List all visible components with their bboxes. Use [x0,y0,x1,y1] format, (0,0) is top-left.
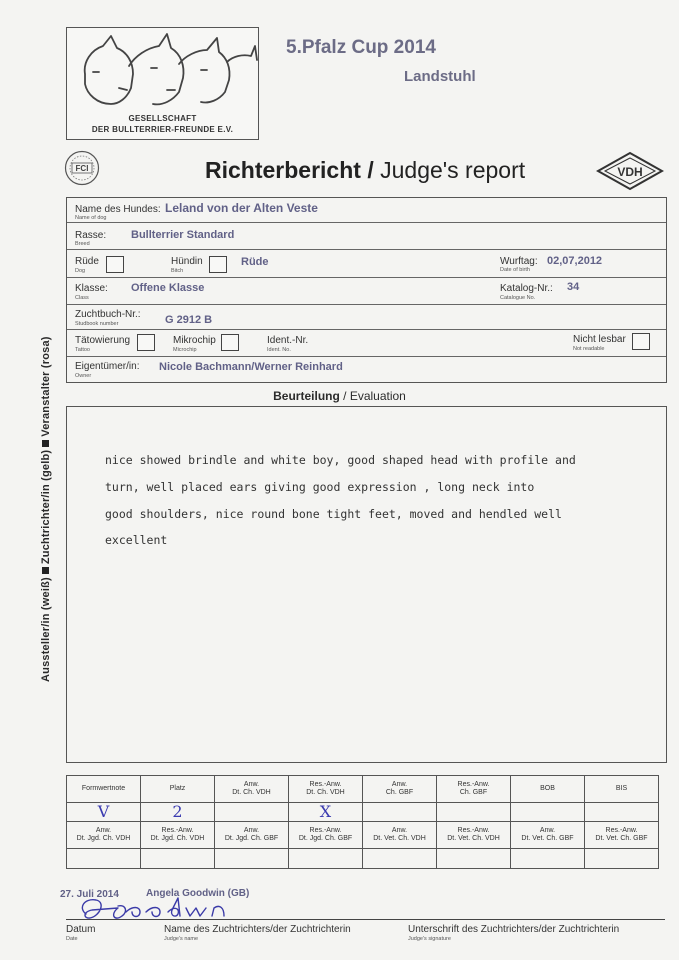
grading-header: Res.-Anw. Dt. Vet. Ch. VDH [437,822,511,849]
grading-header: Anw. Dt. Jgd. Ch. GBF [215,822,289,849]
date-value[interactable]: 27. Juli 2014 [60,889,119,900]
grading-header: Res.-Anw. Dt. Vet. Ch. GBF [585,822,659,849]
grading-mark-cell[interactable] [585,849,659,869]
evaluation-heading [0,389,679,403]
judge-name-label: Name des Zuchtrichters/der Zuchtrichterin [164,924,351,935]
vdh-diamond-icon [596,151,664,191]
grading-mark-cell[interactable] [511,803,585,822]
evaluation-line: good shoulders, nice round bone tight feet, moved and hendled well [105,507,562,521]
grading-mark-cell[interactable] [511,849,585,869]
grading-mark-cell[interactable]: 2 [141,803,215,822]
grading-mark-cell[interactable] [363,803,437,822]
dog-details-form [66,197,667,383]
evaluation-text-area[interactable] [66,406,667,763]
female-sublabel: Bitch [171,268,184,274]
date-label: Datum [66,924,96,935]
grading-header: Platz [141,776,215,803]
grading-header: Anw. Dt. Vet. Ch. GBF [511,822,585,849]
fci-globe-icon [64,150,100,186]
not-readable-label: Nicht lesbar [573,334,626,345]
report-title-en: Judge's report [373,157,526,183]
grading-header: Res.-Anw. Dt. Jgd. Ch. GBF [289,822,363,849]
club-logo [66,27,259,140]
grading-mark-cell[interactable]: V [67,803,141,822]
evaluation-line: excellent [105,533,168,547]
grading-header: Anw. Dt. Vet. Ch. VDH [363,822,437,849]
club-name-line2: DER BULLTERRIER-FREUNDE E.V. [91,125,234,134]
studbook-value[interactable]: G 2912 B [165,314,213,326]
copy-judge: Zuchtrichter/in (gelb) [40,449,52,565]
grading-header-row [67,776,659,803]
grading-mark-row [67,803,659,822]
copy-distribution-note [40,336,52,682]
female-label: Hündin [171,256,203,267]
form-divider [67,356,666,357]
square-bullet-icon [42,440,49,447]
ident-sublabel: Ident. No. [267,347,291,353]
form-divider [67,222,666,223]
class-label: Klasse: [75,283,108,294]
grading-mark-cell[interactable] [215,803,289,822]
tattoo-checkbox[interactable] [137,334,155,351]
report-title [205,157,525,184]
catalogue-value[interactable]: 34 [567,281,580,293]
male-checkbox[interactable] [106,256,124,273]
grading-mark-cell[interactable] [437,803,511,822]
evaluation-heading-en: / Evaluation [339,389,406,403]
copy-exhibitor: Aussteller/in (weiß) [40,577,52,682]
signature-line [66,919,665,920]
form-divider [67,329,666,330]
whelp-date-value[interactable]: 02,07,2012 [547,255,603,267]
male-label: Rüde [75,256,99,267]
dog-name-sublabel: Name of dog [75,215,107,221]
microchip-sublabel: Microchip [173,347,197,353]
ident-label: Ident.-Nr. [267,335,309,346]
female-checkbox[interactable] [209,256,227,273]
vdh-label: VDH [617,165,643,179]
grading-mark-cell[interactable] [363,849,437,869]
grading-header: BOB [511,776,585,803]
event-location: Landstuhl [404,68,476,85]
tattoo-label: Tätowierung [75,335,131,346]
class-sublabel: Class [75,295,89,301]
grading-header: Res.-Anw. Dt. Jgd. Ch. VDH [141,822,215,849]
form-divider [67,249,666,250]
form-divider [67,277,666,278]
microchip-label: Mikrochip [173,335,216,346]
dog-name-value[interactable]: Leland von der Alten Veste [165,201,318,215]
evaluation-line: nice showed brindle and white boy, good shaped head with profile and [105,453,576,467]
breed-label: Rasse: [75,230,107,241]
grading-table [66,775,659,869]
breed-value[interactable]: Bullterrier Standard [131,229,235,241]
grading-header: Res.-Anw. Dt. Ch. VDH [289,776,363,803]
evaluation-line: turn, well placed ears giving good expression , long neck into [105,480,535,494]
studbook-label: Zuchtbuch-Nr.: [75,309,141,320]
grading-header-row [67,822,659,849]
not-readable-checkbox[interactable] [632,333,650,350]
form-divider [67,304,666,305]
microchip-checkbox[interactable] [221,334,239,351]
owner-sublabel: Owner [75,373,92,379]
judge-signature-icon [60,892,250,926]
fci-label: FCI [75,164,89,173]
judge-name-value[interactable]: Angela Goodwin (GB) [146,888,250,899]
owner-value[interactable]: Nicole Bachmann/Werner Reinhard [159,361,343,373]
whelp-date-label: Wurftag: [500,256,538,267]
date-sublabel: Date [66,936,78,942]
whelp-date-sublabel: Date of birth [500,267,530,273]
class-value[interactable]: Offene Klasse [131,282,205,294]
signature-label: Unterschrift des Zuchtrichters/der Zuchtrichterin [408,924,620,935]
evaluation-heading-de: Beurteilung [273,389,340,403]
catalogue-sublabel: Catalogue No. [500,295,536,301]
grading-mark-cell[interactable] [585,803,659,822]
grading-header: Anw. Dt. Jgd. Ch. VDH [67,822,141,849]
male-sublabel: Dog [75,268,86,274]
breed-sublabel: Breed [75,241,90,247]
grading-header: BIS [585,776,659,803]
grading-mark-cell[interactable]: X [289,803,363,822]
grading-mark-cell[interactable] [289,849,363,869]
owner-label: Eigentümer/in: [75,361,140,372]
club-name-line1: GESELLSCHAFT [128,114,197,123]
tattoo-sublabel: Tattoo [75,347,90,353]
grading-mark-cell[interactable] [67,849,141,869]
grading-header: Formwertnote [67,776,141,803]
sex-value[interactable]: Rüde [241,256,269,268]
square-bullet-icon [42,567,49,574]
dog-name-label: Name des Hundes: [75,204,161,215]
copy-organizer: Veranstalter (rosa) [40,336,52,437]
catalogue-label: Katalog-Nr.: [500,283,553,294]
grading-mark-cell[interactable] [215,849,289,869]
judge-name-sublabel: Judge's name [164,936,199,942]
grading-header: Anw. Ch. GBF [363,776,437,803]
grading-header: Anw. Dt. Ch. VDH [215,776,289,803]
grading-mark-cell[interactable] [141,849,215,869]
bullterrier-heads-icon [67,28,258,114]
signature-sublabel: Judge's signature [408,936,451,942]
report-title-de: Richterbericht / [205,157,374,183]
studbook-sublabel: Studbook number [75,321,119,327]
not-readable-sublabel: Not readable [573,346,605,352]
grading-mark-row [67,849,659,869]
grading-mark-cell[interactable] [437,849,511,869]
event-title: 5.Pfalz Cup 2014 [286,37,436,58]
grading-header: Res.-Anw. Ch. GBF [437,776,511,803]
